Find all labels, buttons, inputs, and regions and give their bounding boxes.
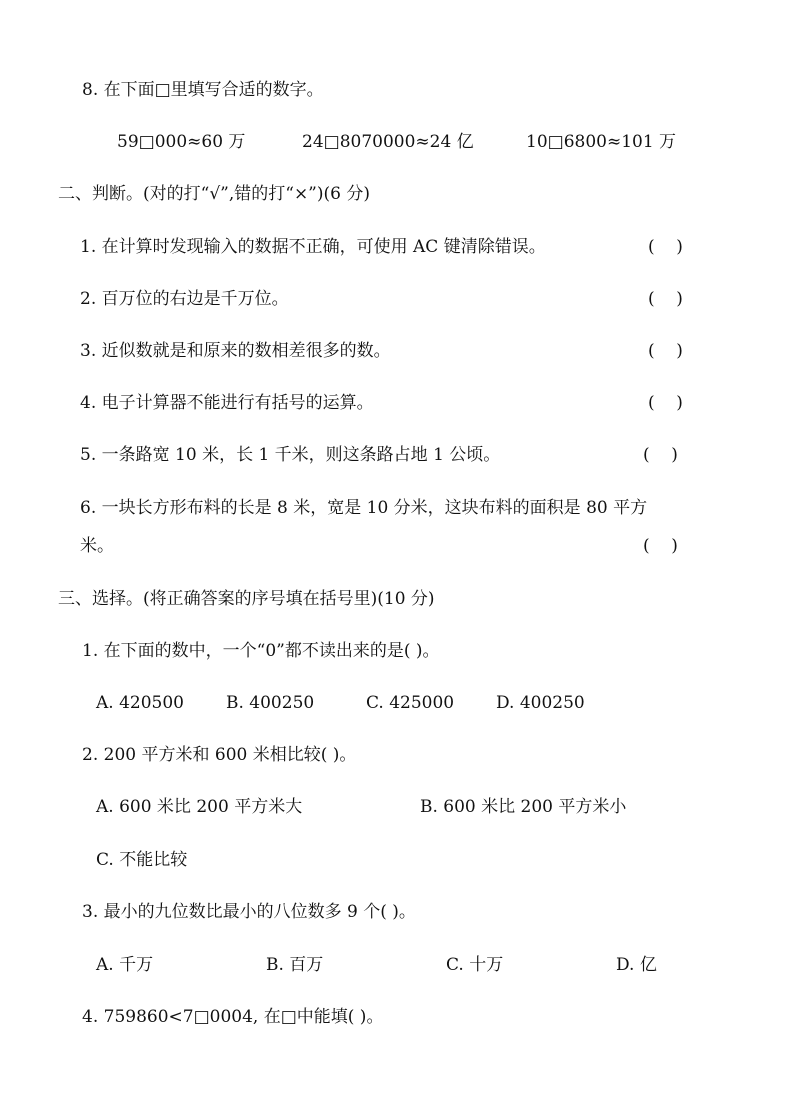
judge-item-4: 4. 电子计算器不能进行有括号的运算。 bbox=[80, 393, 374, 413]
choice-q3-option-d: D. 亿 bbox=[616, 955, 657, 975]
answer-parentheses: ( ) bbox=[643, 536, 678, 556]
judge-item-6-continued: 米。 bbox=[80, 536, 114, 556]
judge-item-1: 1. 在计算时发现输入的数据不正确，可使用 AC 键清除错误。 bbox=[80, 237, 546, 257]
choice-q1-option-d: D. 400250 bbox=[496, 693, 585, 713]
judge-item-6: 6. 一块长方形布料的长是 8 米，宽是 10 分米，这块布料的面积是 80 平方 bbox=[80, 498, 648, 518]
choice-q2-option-b: B. 600 米比 200 平方米小 bbox=[420, 797, 627, 817]
section2-heading: 二、判断。(对的打“√”,错的打“×”)(6 分) bbox=[58, 184, 370, 204]
answer-parentheses: ( ) bbox=[648, 393, 683, 413]
choice-q4-stem: 4. 759860<7□0004, 在□中能填( )。 bbox=[82, 1007, 384, 1027]
choice-q1-option-c: C. 425000 bbox=[366, 693, 455, 713]
q8-item-1: 59□000≈60 万 bbox=[117, 132, 246, 152]
choice-q3-option-b: B. 百万 bbox=[266, 955, 324, 975]
choice-q3-option-a: A. 千万 bbox=[96, 955, 154, 975]
judge-item-3: 3. 近似数就是和原来的数相差很多的数。 bbox=[80, 341, 391, 361]
choice-q1-stem: 1. 在下面的数中，一个“0”都不读出来的是( )。 bbox=[82, 641, 440, 661]
answer-parentheses: ( ) bbox=[648, 341, 683, 361]
answer-parentheses: ( ) bbox=[643, 445, 678, 465]
choice-q3-stem: 3. 最小的九位数比最小的八位数多 9 个( )。 bbox=[82, 902, 416, 922]
answer-parentheses: ( ) bbox=[648, 237, 683, 257]
choice-q1-option-a: A. 420500 bbox=[96, 693, 184, 713]
section3-heading: 三、选择。(将正确答案的序号填在括号里)(10 分) bbox=[58, 589, 435, 609]
choice-q2-option-c: C. 不能比较 bbox=[96, 850, 188, 870]
q8-item-2: 24□8070000≈24 亿 bbox=[302, 132, 474, 152]
choice-q2-stem: 2. 200 平方米和 600 米相比较( )。 bbox=[82, 745, 357, 765]
choice-q1-option-b: B. 400250 bbox=[226, 693, 315, 713]
judge-item-5: 5. 一条路宽 10 米，长 1 千米，则这条路占地 1 公顷。 bbox=[80, 445, 501, 465]
q8-title: 8. 在下面□里填写合适的数字。 bbox=[82, 80, 324, 100]
choice-q2-option-a: A. 600 米比 200 平方米大 bbox=[96, 797, 303, 817]
answer-parentheses: ( ) bbox=[648, 289, 683, 309]
q8-item-3: 10□6800≈101 万 bbox=[526, 132, 677, 152]
choice-q3-option-c: C. 十万 bbox=[446, 955, 504, 975]
judge-item-2: 2. 百万位的右边是千万位。 bbox=[80, 289, 289, 309]
